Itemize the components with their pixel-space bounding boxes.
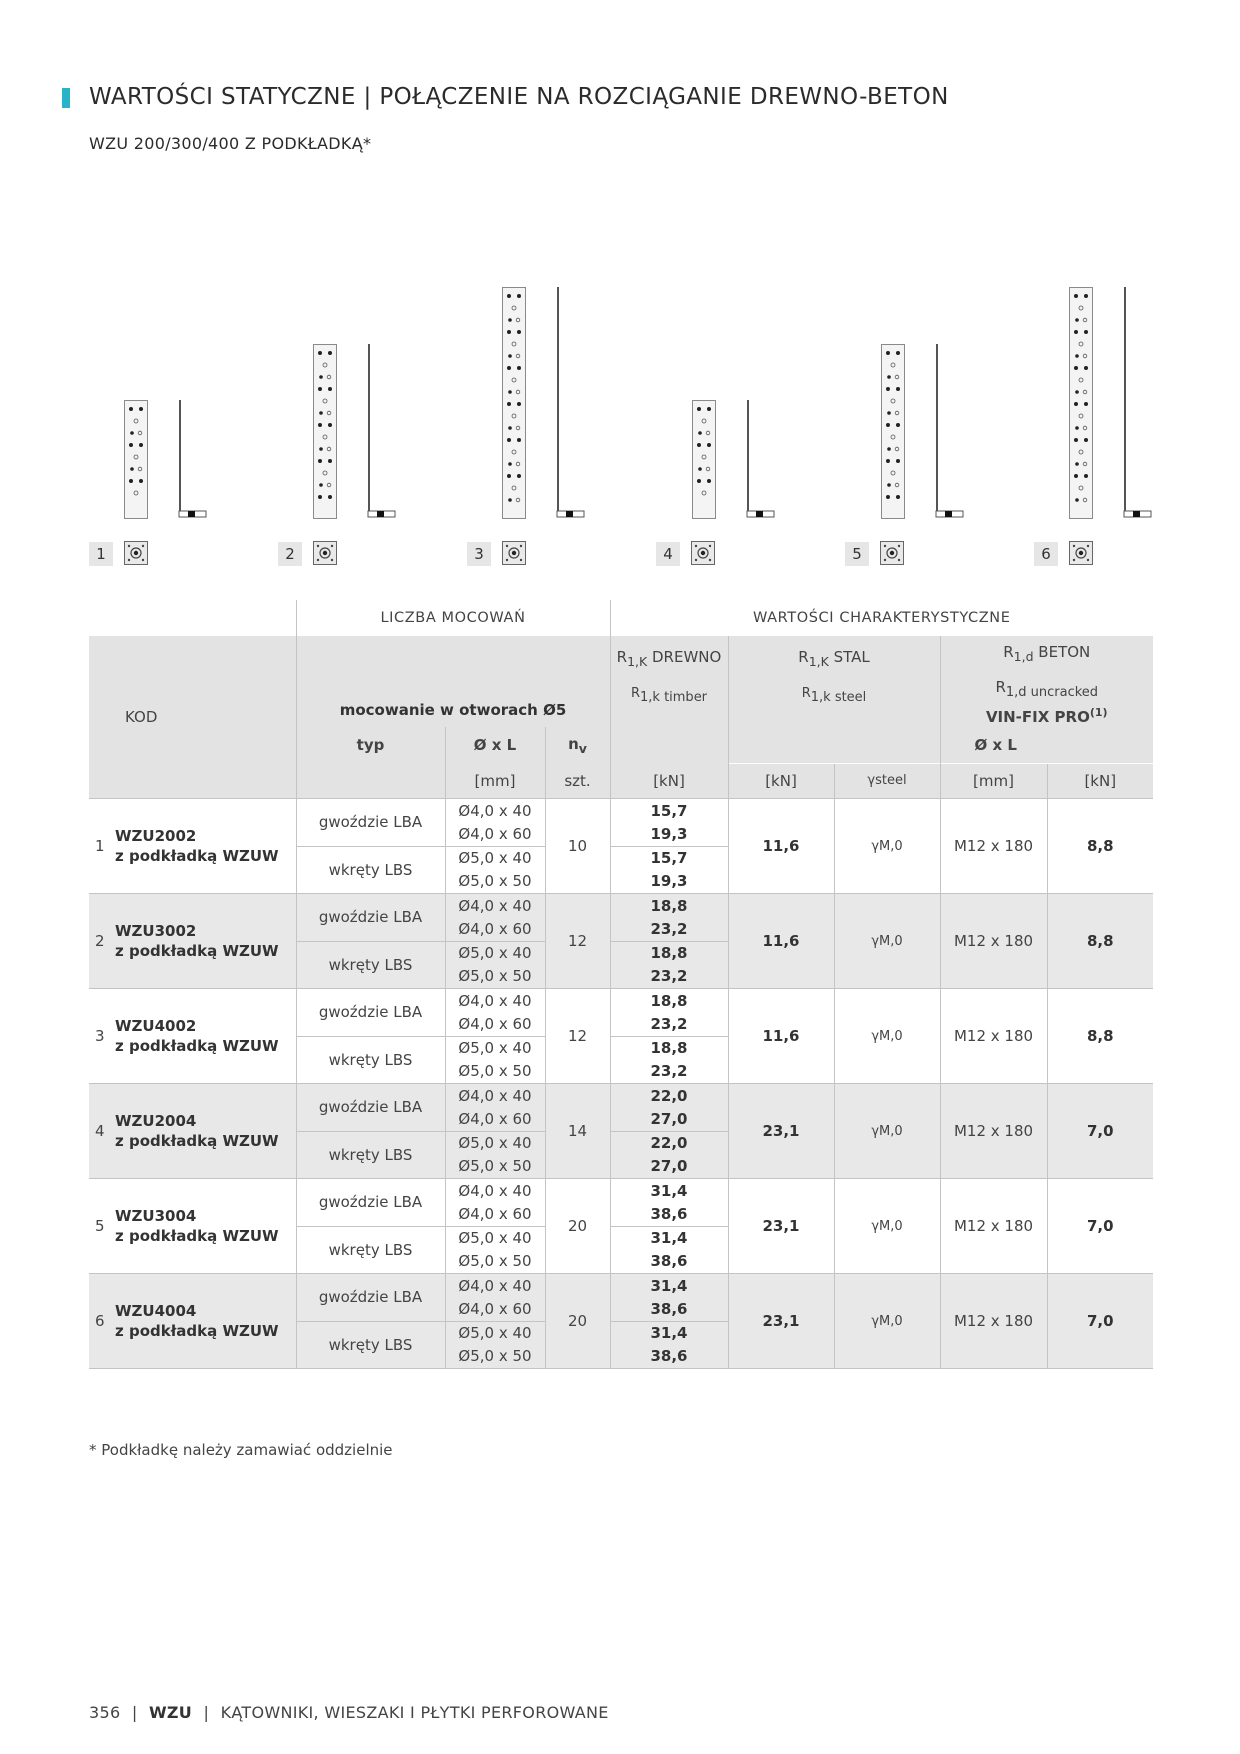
plate-side-view xyxy=(367,344,397,521)
r1k-timber-value: 19,3 xyxy=(610,870,728,894)
fixing-size: Ø4,0 x 40 xyxy=(445,989,545,1013)
fixing-size: Ø4,0 x 40 xyxy=(445,799,545,823)
fixing-size: Ø5,0 x 40 xyxy=(445,1226,545,1250)
r1k-steel-value: 23,1 xyxy=(728,1084,834,1179)
r1k-timber-value: 15,7 xyxy=(610,846,728,870)
plate-front-view xyxy=(502,287,526,519)
r1k-steel-value: 11,6 xyxy=(728,894,834,989)
page-number: 356 xyxy=(89,1703,121,1722)
r1k-timber-value: 19,3 xyxy=(610,822,728,846)
fixing-type: wkręty LBS xyxy=(296,1036,445,1084)
washer-icon xyxy=(313,541,337,565)
header-r1d-beton: $R_{1,d}$ BETON $R_{1,d uncracked}$ VIN-FIX PRO$^{(1)}$ xyxy=(940,636,1153,727)
gamma-value: γM,0 xyxy=(834,894,940,989)
fixing-size: Ø4,0 x 60 xyxy=(445,1107,545,1131)
page-footer: 356 | WZU | KĄTOWNIKI, WIESZAKI I PŁYTKI PERFOROWANE xyxy=(89,1703,609,1722)
fixing-size: Ø5,0 x 50 xyxy=(445,1060,545,1084)
fixing-type: gwoździe LBA xyxy=(296,799,445,847)
fixing-size: Ø5,0 x 40 xyxy=(445,1036,545,1060)
washer-icon xyxy=(1069,541,1093,565)
fixing-size: Ø5,0 x 40 xyxy=(445,941,545,965)
r1k-timber-value: 23,2 xyxy=(610,965,728,989)
r1k-timber-value: 23,2 xyxy=(610,1060,728,1084)
fixing-size: Ø4,0 x 60 xyxy=(445,1297,545,1321)
r1k-timber-value: 18,8 xyxy=(610,894,728,918)
r1k-timber-value: 38,6 xyxy=(610,1250,728,1274)
plate-side-view xyxy=(935,344,965,521)
plate-front-view xyxy=(881,344,905,519)
fixing-size: Ø5,0 x 40 xyxy=(445,1321,545,1345)
header-r1k-drewno: $R_{1,K}$ DREWNO $R_{1,k timber}$ xyxy=(610,636,728,727)
r1k-timber-value: 31,4 xyxy=(610,1321,728,1345)
fixing-type: gwoździe LBA xyxy=(296,1179,445,1227)
plate-front-view xyxy=(1069,287,1093,519)
r1d-beton-value: 7,0 xyxy=(1047,1274,1153,1369)
fixing-type: wkręty LBS xyxy=(296,1321,445,1369)
nv-count: 10 xyxy=(545,799,610,894)
r1k-timber-value: 27,0 xyxy=(610,1155,728,1179)
fixing-size: Ø4,0 x 40 xyxy=(445,1274,545,1298)
row-number: 3 xyxy=(89,989,115,1084)
r1d-beton-value: 8,8 xyxy=(1047,894,1153,989)
unit-kn-steel: [kN] xyxy=(728,763,834,799)
gamma-value: γM,0 xyxy=(834,989,940,1084)
table-row xyxy=(89,1084,1153,1108)
table-row xyxy=(89,799,1153,823)
r1d-beton-value: 8,8 xyxy=(1047,989,1153,1084)
r1k-steel-value: 23,1 xyxy=(728,1179,834,1274)
product-code: WZU3002 z podkładką WZUW xyxy=(115,894,296,989)
fixing-type: gwoździe LBA xyxy=(296,1084,445,1132)
washer-icon xyxy=(502,541,526,565)
anchor-size: M12 x 180 xyxy=(940,894,1047,989)
r1d-beton-value: 8,8 xyxy=(1047,799,1153,894)
anchor-size: M12 x 180 xyxy=(940,1084,1047,1179)
table-row xyxy=(89,989,1153,1013)
r1k-timber-value: 38,6 xyxy=(610,1202,728,1226)
fixing-size: Ø5,0 x 50 xyxy=(445,1345,545,1369)
footnote: * Podkładkę należy zamawiać oddzielnie xyxy=(89,1441,393,1459)
r1k-timber-value: 23,2 xyxy=(610,1012,728,1036)
header-beton-oxl: Ø x L xyxy=(940,727,1153,763)
nv-count: 20 xyxy=(545,1274,610,1369)
header-oxl: Ø x L xyxy=(445,727,545,763)
figure-number: 4 xyxy=(656,542,680,566)
product-code: WZU4004 z podkładką WZUW xyxy=(115,1274,296,1369)
anchor-size: M12 x 180 xyxy=(940,799,1047,894)
plate-side-view xyxy=(178,400,208,521)
r1k-timber-value: 18,8 xyxy=(610,941,728,965)
anchor-size: M12 x 180 xyxy=(940,1274,1047,1369)
nv-count: 14 xyxy=(545,1084,610,1179)
r1k-timber-value: 18,8 xyxy=(610,989,728,1013)
footer-code: WZU xyxy=(148,1703,193,1722)
row-number: 1 xyxy=(89,799,115,894)
gamma-value: γM,0 xyxy=(834,1274,940,1369)
header-wartosci-charakterystyczne: WARTOŚCI CHARAKTERYSTYCZNE xyxy=(610,600,1153,636)
r1k-steel-value: 11,6 xyxy=(728,989,834,1084)
table-row xyxy=(89,894,1153,918)
r1k-timber-value: 38,6 xyxy=(610,1297,728,1321)
fixing-size: Ø4,0 x 60 xyxy=(445,1202,545,1226)
fixing-size: Ø5,0 x 50 xyxy=(445,870,545,894)
header-liczba-mocowan: LICZBA MOCOWAŃ xyxy=(296,600,610,636)
fixing-type: wkręty LBS xyxy=(296,941,445,989)
fixing-size: Ø4,0 x 40 xyxy=(445,1084,545,1108)
nv-count: 12 xyxy=(545,894,610,989)
title-accent-bar xyxy=(62,88,70,108)
unit-szt: szt. xyxy=(545,763,610,799)
r1k-steel-value: 11,6 xyxy=(728,799,834,894)
washer-icon xyxy=(880,541,904,565)
nv-count: 12 xyxy=(545,989,610,1084)
fixing-size: Ø4,0 x 60 xyxy=(445,917,545,941)
fixing-type: gwoździe LBA xyxy=(296,989,445,1037)
row-number: 4 xyxy=(89,1084,115,1179)
washer-icon xyxy=(691,541,715,565)
header-mocowanie: mocowanie w otworach Ø5 xyxy=(296,636,610,727)
plate-side-view xyxy=(1123,287,1153,521)
fixing-size: Ø5,0 x 50 xyxy=(445,1250,545,1274)
r1k-steel-value: 23,1 xyxy=(728,1274,834,1369)
r1k-timber-value: 23,2 xyxy=(610,917,728,941)
figure-number: 2 xyxy=(278,542,302,566)
plate-side-view xyxy=(556,287,586,521)
fixing-size: Ø4,0 x 60 xyxy=(445,822,545,846)
fixing-type: wkręty LBS xyxy=(296,1131,445,1179)
r1k-timber-value: 22,0 xyxy=(610,1084,728,1108)
header-r1k-stal: $R_{1,K}$ STAL $R_{1,k steel}$ xyxy=(728,636,940,727)
row-number: 2 xyxy=(89,894,115,989)
footer-section: KĄTOWNIKI, WIESZAKI I PŁYTKI PERFOROWANE xyxy=(220,1703,609,1722)
row-number: 5 xyxy=(89,1179,115,1274)
product-code: WZU2004 z podkładką WZUW xyxy=(115,1084,296,1179)
plate-front-view xyxy=(692,400,716,519)
gamma-value: γM,0 xyxy=(834,1084,940,1179)
unit-gamma-steel: γsteel xyxy=(834,763,940,799)
fixing-size: Ø4,0 x 40 xyxy=(445,1179,545,1203)
r1k-timber-value: 15,7 xyxy=(610,799,728,823)
plate-side-view xyxy=(746,400,776,521)
figure-number: 5 xyxy=(845,542,869,566)
r1d-beton-value: 7,0 xyxy=(1047,1179,1153,1274)
r1d-beton-value: 7,0 xyxy=(1047,1084,1153,1179)
fixing-size: Ø5,0 x 50 xyxy=(445,965,545,989)
table-row xyxy=(89,1179,1153,1203)
unit-kn-timber: [kN] xyxy=(610,763,728,799)
fixing-type: gwoździe LBA xyxy=(296,894,445,942)
r1k-timber-value: 31,4 xyxy=(610,1179,728,1203)
fixing-size: Ø4,0 x 60 xyxy=(445,1012,545,1036)
r1k-timber-value: 38,6 xyxy=(610,1345,728,1369)
washer-icon xyxy=(124,541,148,565)
row-number: 6 xyxy=(89,1274,115,1369)
page-title: WARTOŚCI STATYCZNE | POŁĄCZENIE NA ROZCIĄGANIE DREWNO-BETON xyxy=(89,84,949,110)
static-values-table xyxy=(89,600,1153,1369)
r1k-timber-value: 31,4 xyxy=(610,1226,728,1250)
anchor-size: M12 x 180 xyxy=(940,989,1047,1084)
header-kod: KOD xyxy=(89,636,296,799)
page-subtitle: WZU 200/300/400 Z PODKŁADKĄ* xyxy=(89,134,372,153)
fixing-size: Ø5,0 x 40 xyxy=(445,846,545,870)
figure-number: 1 xyxy=(89,542,113,566)
fixing-size: Ø5,0 x 50 xyxy=(445,1155,545,1179)
fixing-type: gwoździe LBA xyxy=(296,1274,445,1322)
gamma-value: γM,0 xyxy=(834,1179,940,1274)
figure-number: 6 xyxy=(1034,542,1058,566)
fixing-type: wkręty LBS xyxy=(296,1226,445,1274)
plate-front-view xyxy=(124,400,148,519)
product-code: WZU2002 z podkładką WZUW xyxy=(115,799,296,894)
fixing-size: Ø5,0 x 40 xyxy=(445,1131,545,1155)
fixing-size: Ø4,0 x 40 xyxy=(445,894,545,918)
unit-mm-anchor: [mm] xyxy=(940,763,1047,799)
product-code: WZU4002 z podkładką WZUW xyxy=(115,989,296,1084)
unit-kn-beton: [kN] xyxy=(1047,763,1153,799)
r1k-timber-value: 22,0 xyxy=(610,1131,728,1155)
fixing-type: wkręty LBS xyxy=(296,846,445,894)
r1k-timber-value: 27,0 xyxy=(610,1107,728,1131)
r1k-timber-value: 18,8 xyxy=(610,1036,728,1060)
plate-front-view xyxy=(313,344,337,519)
header-typ: typ xyxy=(296,727,445,763)
r1k-timber-value: 31,4 xyxy=(610,1274,728,1298)
figure-number: 3 xyxy=(467,542,491,566)
anchor-size: M12 x 180 xyxy=(940,1179,1047,1274)
header-nv: $n_v$ xyxy=(545,727,610,763)
nv-count: 20 xyxy=(545,1179,610,1274)
unit-mm: [mm] xyxy=(445,763,545,799)
product-code: WZU3004 z podkładką WZUW xyxy=(115,1179,296,1274)
table-row xyxy=(89,1274,1153,1298)
gamma-value: γM,0 xyxy=(834,799,940,894)
